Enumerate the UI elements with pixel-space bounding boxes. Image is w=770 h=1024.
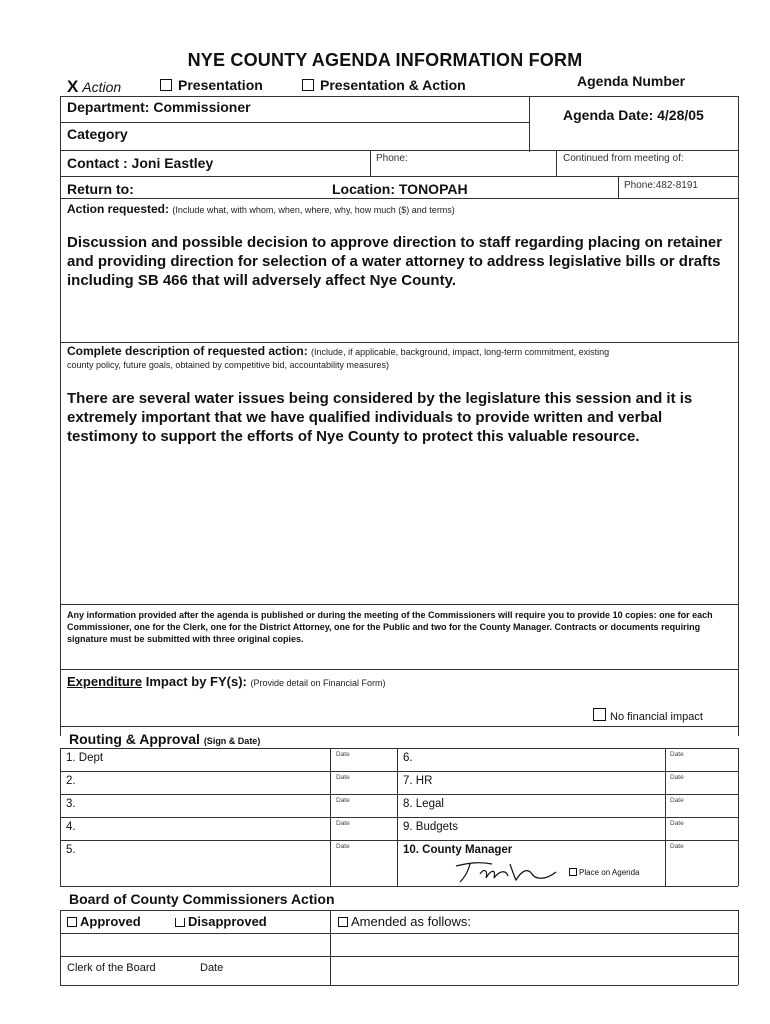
divider (556, 150, 557, 176)
date-label: Date (336, 751, 350, 758)
location-field: Location: TONOPAH (332, 181, 468, 197)
routing-label: Routing & Approval (69, 731, 200, 747)
county-manager-signature (452, 858, 562, 886)
return-to-field: Return to: (67, 181, 134, 197)
rule (60, 96, 738, 97)
place-on-agenda-label: Place on Agenda (579, 868, 640, 877)
complete-description-hint-2: county policy, future goals, obtained by competitive bid, accountability measures) (67, 360, 390, 370)
grid-divider (330, 910, 331, 985)
divider (370, 150, 371, 176)
action-checked-mark: X (67, 77, 79, 96)
rule (60, 726, 738, 727)
department-field: Department: Commissioner (67, 99, 251, 115)
action-requested-label: Action requested: (67, 202, 170, 216)
routing-heading (69, 731, 260, 747)
agenda-date: Agenda Date: 4/28/05 (563, 107, 704, 123)
place-on-agenda-option[interactable] (569, 868, 640, 877)
phone-label: Phone: (376, 153, 408, 164)
routing-right-7: 7. HR (403, 775, 433, 787)
action-requested-text: Discussion and possible decision to approve direction to staff regarding placing on retainer and providing direction for selection of a water attorney to address legislative bills or drafts including SB 466 that will adversely affect Nye County. (67, 234, 723, 289)
grid-left (60, 910, 61, 985)
checkbox-icon (338, 917, 348, 927)
rule (60, 342, 738, 343)
clerk-date-label: Date (200, 962, 224, 974)
complete-description-hint-1: (Include, if applicable, background, impact, long-term commitment, existing (311, 347, 610, 357)
rule (60, 817, 738, 818)
routing-left-3: 3. (66, 798, 76, 810)
expenditure-label: Expenditure (67, 674, 143, 689)
disapproved-label: Disapproved (188, 914, 267, 929)
grid-right (738, 748, 739, 886)
grid-divider (665, 748, 666, 886)
option-action-label: Action (82, 79, 122, 95)
clerk-of-board-label: Clerk of the Board (67, 962, 156, 974)
expenditure-hint: (Provide detail on Financial Form) (250, 678, 386, 688)
rule (60, 604, 738, 605)
date-label: Date (336, 820, 350, 827)
routing-left-1: 1. Dept (66, 752, 104, 764)
no-financial-impact-option[interactable] (593, 708, 703, 723)
phone-value: Phone:482-8191 (624, 180, 698, 191)
date-label: Date (670, 751, 684, 758)
complete-description-text: There are several water issues being considered by the legislature this session and it is extremely important that we have qualified individuals to provide written and verbal testimony to support the efforts of Nye County to protect this valuable resource. (67, 390, 693, 445)
divider (529, 96, 530, 152)
option-presentation[interactable] (160, 77, 263, 93)
continued-from-label: Continued from meeting of: (563, 153, 684, 164)
date-label: Date (336, 843, 350, 850)
date-label: Date (670, 843, 684, 850)
option-presentation-label: Presentation (178, 77, 263, 93)
routing-right-10: 10. County Manager (403, 844, 513, 856)
rule (60, 748, 738, 749)
grid-divider (330, 748, 331, 886)
approved-option[interactable] (67, 914, 141, 929)
board-action-heading: Board of County Commissioners Action (69, 891, 335, 907)
expenditure-heading (67, 674, 386, 689)
option-action[interactable] (67, 77, 121, 97)
checkbox-icon (593, 708, 606, 721)
routing-hint: (Sign & Date) (203, 736, 261, 746)
rule (60, 122, 530, 123)
routing-left-2: 2. (66, 775, 76, 787)
action-requested-heading (67, 202, 455, 216)
grid-left (60, 748, 61, 886)
rule (60, 794, 738, 795)
form-title: NYE COUNTY AGENDA INFORMATION FORM (187, 50, 583, 70)
option-presentation-action[interactable] (302, 77, 466, 93)
checkbox-icon (175, 918, 185, 927)
routing-left-5: 5. (66, 844, 76, 856)
rule (60, 176, 738, 177)
approved-label: Approved (80, 914, 141, 929)
date-label: Date (670, 820, 684, 827)
option-presentation-action-label: Presentation & Action (320, 77, 466, 93)
frame-right (738, 96, 739, 736)
rule (60, 910, 738, 911)
checkbox-icon (160, 79, 172, 91)
routing-right-9: 9. Budgets (403, 821, 458, 833)
routing-left-4: 4. (66, 821, 76, 833)
grid-divider (397, 748, 398, 886)
disapproved-option[interactable] (175, 914, 267, 929)
amended-option[interactable] (338, 914, 471, 929)
rule (60, 886, 738, 887)
rule (60, 669, 738, 670)
no-financial-impact-label: No financial impact (610, 711, 703, 723)
date-label: Date (670, 774, 684, 781)
rule (60, 933, 738, 934)
rule (60, 956, 738, 957)
agenda-number-label: Agenda Number (577, 73, 686, 89)
copies-notice: Any information provided after the agenda is published or during the meeting of the Commissioners will require you to provide 10 copies: one for each Commissioner, one for the Clerk, one for the District Attorney, one for the Public and two for the County Manager. Contracts or documents requiring signature must be submitted with three original copies. (67, 610, 713, 644)
routing-right-8: 8. Legal (403, 798, 444, 810)
checkbox-icon (67, 917, 77, 927)
rule (60, 840, 738, 841)
complete-description-label: Complete description of requested action: (67, 344, 308, 358)
date-label: Date (336, 774, 350, 781)
rule (60, 771, 738, 772)
rule (60, 150, 738, 151)
date-label: Date (670, 797, 684, 804)
contact-field: Contact : Joni Eastley (67, 155, 214, 171)
category-field: Category (67, 126, 128, 142)
frame-left (60, 96, 61, 736)
rule (60, 198, 738, 199)
rule (60, 985, 738, 986)
expenditure-label-rest: Impact by FY(s): (142, 674, 247, 689)
action-requested-hint: (Include what, with whom, when, where, why, how much ($) and terms) (172, 205, 455, 215)
divider (618, 176, 619, 198)
checkbox-icon (569, 868, 577, 876)
routing-right-6: 6. (403, 752, 413, 764)
complete-description-heading (67, 345, 735, 359)
date-label: Date (336, 797, 350, 804)
amended-label: Amended as follows: (351, 914, 471, 929)
grid-right (738, 910, 739, 985)
checkbox-icon (302, 79, 314, 91)
